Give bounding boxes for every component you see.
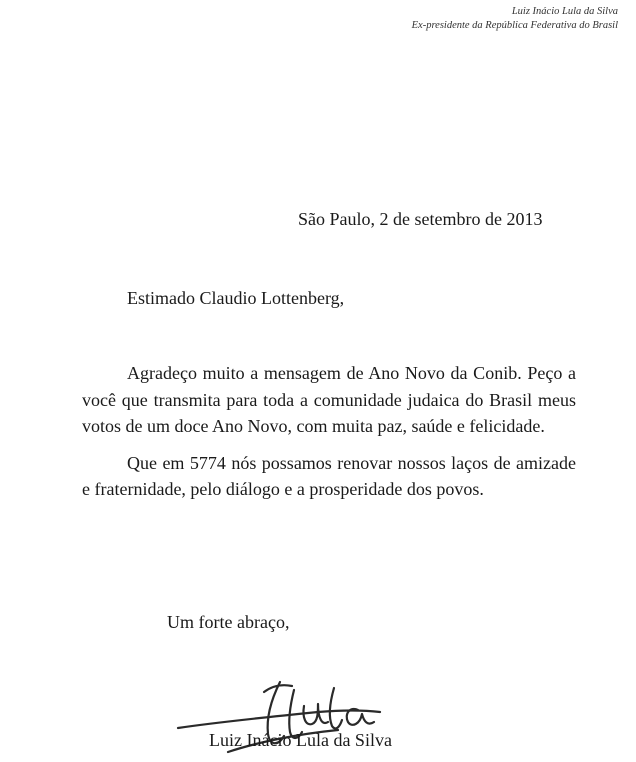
letterhead-name: Luiz Inácio Lula da Silva <box>511 6 618 17</box>
signature-stroke <box>178 711 380 729</box>
letter-salutation: Estimado Claudio Lottenberg, <box>127 288 345 308</box>
letterhead <box>412 5 618 33</box>
letter-body <box>82 360 576 503</box>
letter-closing: Um forte abraço, <box>167 612 290 632</box>
signer-name: Luiz Inácio Lula da Silva <box>209 730 392 750</box>
letter-paragraph: Agradeço muito a mensagem de Ano Novo da Conib. Peço a você que transmita para toda a comunidade judaica do Brasil meus votos de um doce Ano Novo, com muita paz, saúde e felicidade. <box>82 363 576 436</box>
letter-paragraph: Que em 5774 nós possamos renovar nossos laços de amizade e fraternidade, pelo diálogo e a prosperidade dos povos. <box>82 452 576 499</box>
letter-date: São Paulo, 2 de setembro de 2013 <box>298 209 543 229</box>
signature-stroke <box>330 688 342 728</box>
letterhead-title: Ex-presidente da República Federativa do Brasil <box>411 20 618 31</box>
